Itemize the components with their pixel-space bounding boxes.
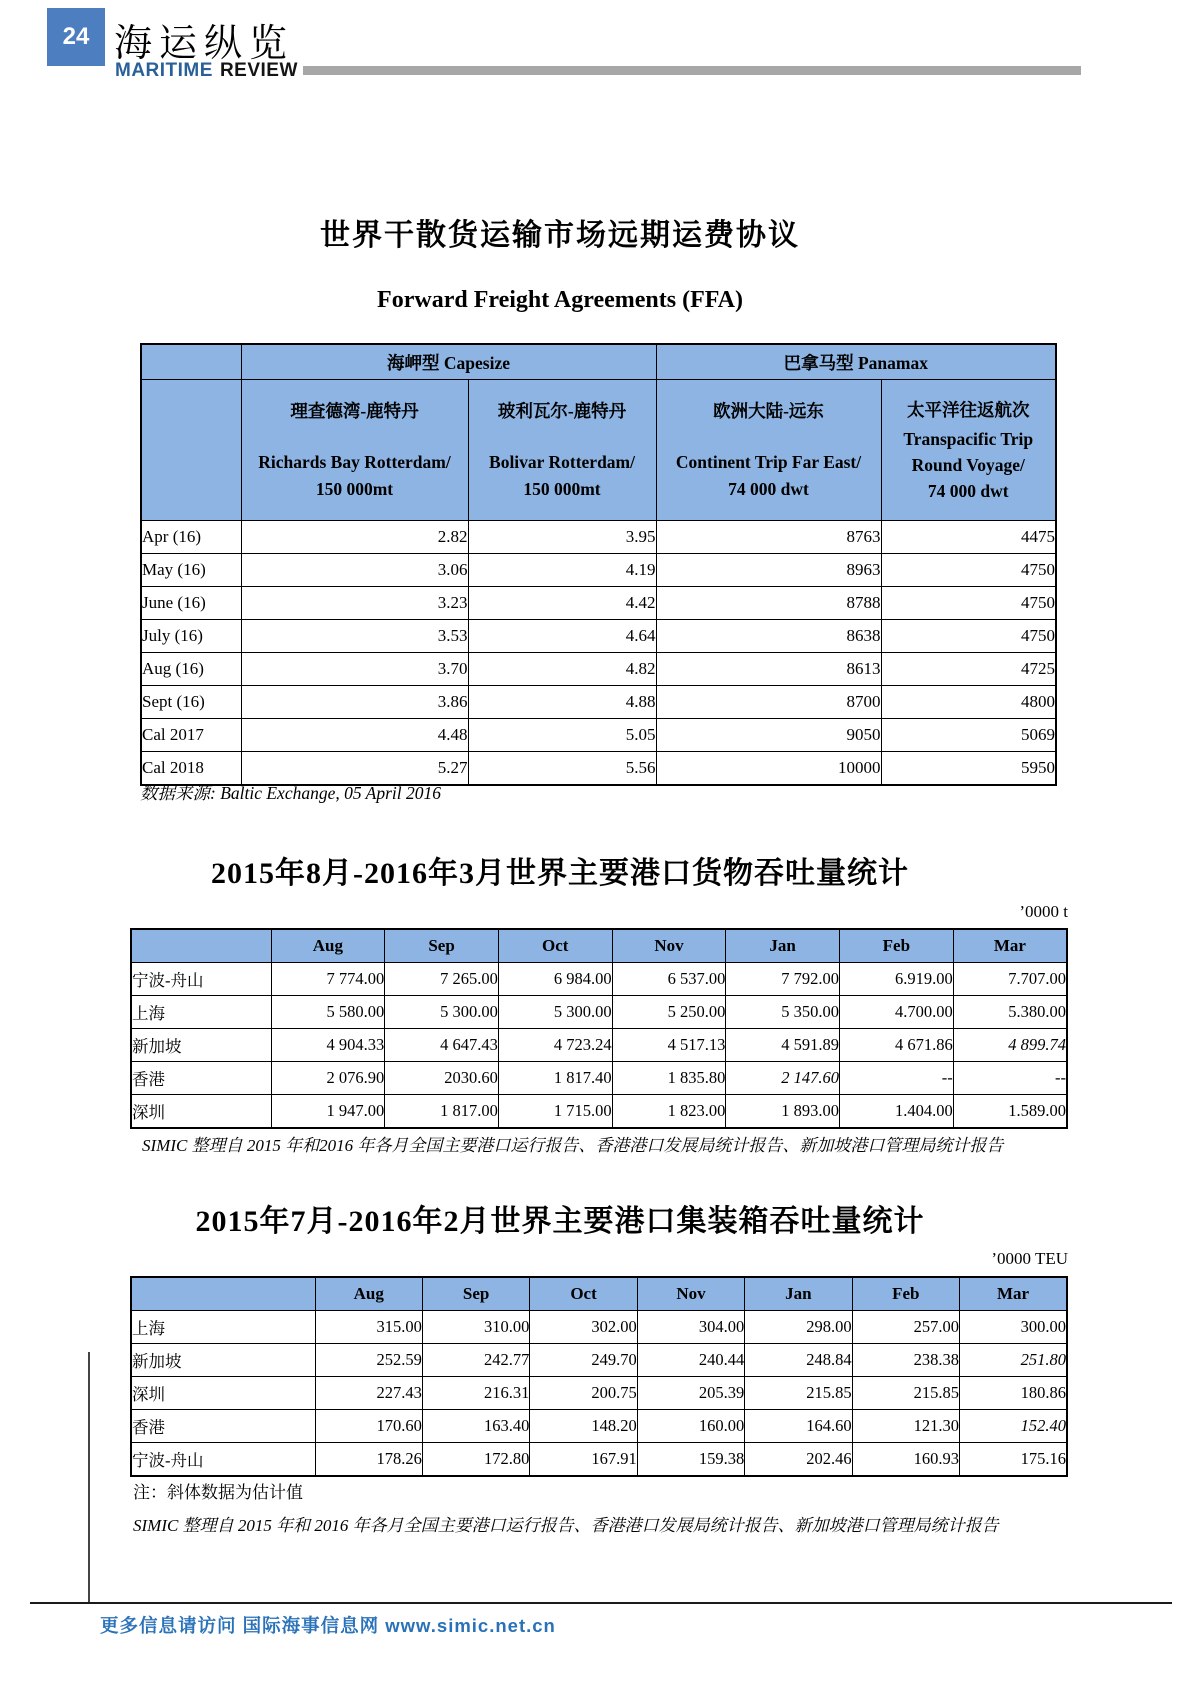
route-name-cn: 欧洲大陆-远东 <box>713 400 824 421</box>
row-label: 香港 <box>131 1410 315 1443</box>
ffa-route-bolivar <box>468 380 656 521</box>
table-row <box>141 521 1056 554</box>
cell-value: 2 147.60 <box>726 1062 840 1095</box>
row-label: 上海 <box>131 1311 315 1344</box>
table-row <box>131 1410 1067 1443</box>
masthead-divider-bar <box>303 66 1081 75</box>
cell-value: 4475 <box>881 521 1056 554</box>
cell-value: 7 265.00 <box>385 963 499 996</box>
table-row <box>141 719 1056 752</box>
cell-value: 5 580.00 <box>271 996 385 1029</box>
table-row <box>131 1443 1067 1477</box>
container-throughput-table <box>130 1276 1068 1477</box>
cell-value: 5 300.00 <box>385 996 499 1029</box>
row-label: 深圳 <box>131 1377 315 1410</box>
column-header: Feb <box>852 1277 959 1311</box>
cell-value: 8763 <box>656 521 881 554</box>
cell-value: 4 591.89 <box>726 1029 840 1062</box>
table-row <box>141 686 1056 719</box>
route-name-cn: 理查德湾-鹿特丹 <box>290 400 419 421</box>
cell-value: 5950 <box>881 752 1056 786</box>
column-header: Jan <box>745 1277 852 1311</box>
cell-value: 10000 <box>656 752 881 786</box>
footer-rule <box>30 1602 1172 1604</box>
cell-value: -- <box>840 1062 954 1095</box>
cell-value: 3.23 <box>241 587 468 620</box>
corner-cell <box>131 929 271 963</box>
left-margin-line <box>88 1352 90 1602</box>
ffa-table <box>140 343 1057 786</box>
header-line: 150 000mt <box>315 478 394 499</box>
ffa-corner-cell <box>141 344 241 380</box>
table-row <box>141 554 1056 587</box>
table-row <box>131 1062 1067 1095</box>
header-line: 74 000 dwt <box>728 478 809 499</box>
row-label: Cal 2018 <box>141 752 241 786</box>
cell-value: 5069 <box>881 719 1056 752</box>
italic-legend-note: 注：斜体数据为估计值 <box>133 1483 303 1502</box>
cell-value: 1 823.00 <box>612 1095 726 1129</box>
row-label: July (16) <box>141 620 241 653</box>
cell-value: 4.82 <box>468 653 656 686</box>
cell-value: 8700 <box>656 686 881 719</box>
cell-value: 4 517.13 <box>612 1029 726 1062</box>
column-header: Feb <box>840 929 954 963</box>
header-line: Round Voyage/ <box>911 454 1025 475</box>
cell-value: 200.75 <box>530 1377 637 1410</box>
ffa-section-title-en: Forward Freight Agreements (FFA) <box>377 287 743 313</box>
cell-value: 227.43 <box>315 1377 422 1410</box>
container-month-header-row <box>131 1277 1067 1311</box>
cell-value: 242.77 <box>422 1344 529 1377</box>
cell-value: 172.80 <box>422 1443 529 1477</box>
table-row <box>131 1095 1067 1129</box>
cell-value: 4 723.24 <box>498 1029 612 1062</box>
column-header: Sep <box>422 1277 529 1311</box>
column-header: Jan <box>726 929 840 963</box>
cell-value: 4 904.33 <box>271 1029 385 1062</box>
row-label: 深圳 <box>131 1095 271 1129</box>
row-label: Apr (16) <box>141 521 241 554</box>
cell-value: 170.60 <box>315 1410 422 1443</box>
cell-value: 159.38 <box>637 1443 744 1477</box>
cell-value: 164.60 <box>745 1410 852 1443</box>
column-header: Aug <box>315 1277 422 1311</box>
cell-value: 3.95 <box>468 521 656 554</box>
masthead-title-en-secondary: REVIEW <box>219 60 298 81</box>
cargo-unit-label: ’0000 t <box>1019 902 1068 921</box>
cell-value: 1 715.00 <box>498 1095 612 1129</box>
column-header: Nov <box>637 1277 744 1311</box>
table-row <box>131 996 1067 1029</box>
cell-value: 248.84 <box>745 1344 852 1377</box>
row-label: May (16) <box>141 554 241 587</box>
cell-value: 1 817.00 <box>385 1095 499 1129</box>
cell-value: 5.05 <box>468 719 656 752</box>
route-name-en <box>469 449 656 503</box>
cell-value: 4750 <box>881 620 1056 653</box>
cell-value: 1 835.80 <box>612 1062 726 1095</box>
cell-value: 2 076.90 <box>271 1062 385 1095</box>
cell-value: 160.93 <box>852 1443 959 1477</box>
cell-value: 5.56 <box>468 752 656 786</box>
cell-value: 215.85 <box>745 1377 852 1410</box>
cell-value: 5 250.00 <box>612 996 726 1029</box>
cell-value: 4.64 <box>468 620 656 653</box>
cell-value: 175.16 <box>960 1443 1067 1477</box>
cell-value: 4 671.86 <box>840 1029 954 1062</box>
cell-value: 2030.60 <box>385 1062 499 1095</box>
cell-value: 6.919.00 <box>840 963 954 996</box>
container-source-note: SIMIC 整理自 2015 年和 2016 年各月全国主要港口运行报告、香港港口发展局统计报告、新加坡港口管理局统计报告 <box>133 1516 999 1535</box>
cell-value: 4750 <box>881 554 1056 587</box>
cargo-table-body <box>131 963 1067 1129</box>
cell-value: 1.589.00 <box>953 1095 1067 1129</box>
cell-value: 4.19 <box>468 554 656 587</box>
cell-value: 4.88 <box>468 686 656 719</box>
ffa-table-body <box>141 521 1056 786</box>
page-number: 24 <box>62 23 90 50</box>
cell-value: 148.20 <box>530 1410 637 1443</box>
cell-value: 1 893.00 <box>726 1095 840 1129</box>
row-label: 上海 <box>131 996 271 1029</box>
cell-value: 5.27 <box>241 752 468 786</box>
masthead-title-en <box>115 60 298 82</box>
masthead-title-en-primary: MARITIME <box>115 60 213 81</box>
table-row <box>141 587 1056 620</box>
cell-value: 4.700.00 <box>840 996 954 1029</box>
cell-value: 5.380.00 <box>953 996 1067 1029</box>
ffa-route-continent-fareast <box>656 380 881 521</box>
header-line: 74 000 dwt <box>927 480 1009 501</box>
column-header: Aug <box>271 929 385 963</box>
cell-value: 163.40 <box>422 1410 529 1443</box>
column-header: Oct <box>498 929 612 963</box>
container-unit-label: ’0000 TEU <box>991 1249 1068 1268</box>
table-row <box>141 620 1056 653</box>
table-row <box>131 1344 1067 1377</box>
cell-value: 8613 <box>656 653 881 686</box>
route-name-cn: 玻利瓦尔-鹿特丹 <box>497 400 627 421</box>
cell-value: 310.00 <box>422 1311 529 1344</box>
cell-value: 304.00 <box>637 1311 744 1344</box>
cell-value: 7.707.00 <box>953 963 1067 996</box>
route-name-en <box>882 426 1056 504</box>
table-row <box>141 653 1056 686</box>
table-row <box>131 1311 1067 1344</box>
column-header: Sep <box>385 929 499 963</box>
cell-value: 3.86 <box>241 686 468 719</box>
masthead-title-cn: 海运纵览 <box>114 23 295 65</box>
cell-value: 180.86 <box>960 1377 1067 1410</box>
container-table-body <box>131 1311 1067 1477</box>
cell-value: 6 984.00 <box>498 963 612 996</box>
cell-value: 5 350.00 <box>726 996 840 1029</box>
cell-value: 167.91 <box>530 1443 637 1477</box>
route-name-en <box>657 449 881 503</box>
column-header: Mar <box>960 1277 1067 1311</box>
cell-value: 8638 <box>656 620 881 653</box>
route-name-en <box>242 449 468 503</box>
cell-value: 5 300.00 <box>498 996 612 1029</box>
cell-value: 238.38 <box>852 1344 959 1377</box>
route-name-cn: 太平洋往返航次 <box>907 399 1030 420</box>
ffa-group-header-row <box>141 344 1056 380</box>
ffa-data-source-note: 数据来源: Baltic Exchange, 05 April 2016 <box>140 783 442 803</box>
ffa-route-transpacific <box>881 380 1056 521</box>
cell-value: 121.30 <box>852 1410 959 1443</box>
cell-value: 1.404.00 <box>840 1095 954 1129</box>
cell-value: 215.85 <box>852 1377 959 1410</box>
cell-value: 7 774.00 <box>271 963 385 996</box>
ffa-subheader-row <box>141 380 1056 521</box>
cell-value: 240.44 <box>637 1344 744 1377</box>
row-label: 宁波-舟山 <box>131 1443 315 1477</box>
cell-value: 7 792.00 <box>726 963 840 996</box>
cell-value: 4750 <box>881 587 1056 620</box>
cell-value: 9050 <box>656 719 881 752</box>
header-line: Richards Bay Rotterdam/ <box>258 451 451 472</box>
header-line: Transpacific Trip <box>903 428 1034 449</box>
cell-value: 4 899.74 <box>953 1029 1067 1062</box>
cell-value: -- <box>953 1062 1067 1095</box>
ffa-group-capesize: 海岬型 Capesize <box>241 344 656 380</box>
cell-value: 302.00 <box>530 1311 637 1344</box>
cell-value: 178.26 <box>315 1443 422 1477</box>
cell-value: 4800 <box>881 686 1056 719</box>
cell-value: 6 537.00 <box>612 963 726 996</box>
cargo-source-note: SIMIC 整理自 2015 年和2016 年各月全国主要港口运行报告、香港港口发展局统计报告、新加坡港口管理局统计报告 <box>142 1136 1004 1155</box>
page-number-badge <box>47 8 105 66</box>
cell-value: 249.70 <box>530 1344 637 1377</box>
cargo-section-title: 2015年8月-2016年3月世界主要港口货物吞吐量统计 <box>211 857 909 890</box>
ffa-corner-cell <box>141 380 241 521</box>
row-label: 新加坡 <box>131 1029 271 1062</box>
cell-value: 4725 <box>881 653 1056 686</box>
cell-value: 4.48 <box>241 719 468 752</box>
row-label: 新加坡 <box>131 1344 315 1377</box>
cell-value: 202.46 <box>745 1443 852 1477</box>
cell-value: 8788 <box>656 587 881 620</box>
cell-value: 252.59 <box>315 1344 422 1377</box>
cell-value: 152.40 <box>960 1410 1067 1443</box>
table-row <box>131 1377 1067 1410</box>
cell-value: 8963 <box>656 554 881 587</box>
cell-value: 160.00 <box>637 1410 744 1443</box>
row-label: 宁波-舟山 <box>131 963 271 996</box>
cell-value: 257.00 <box>852 1311 959 1344</box>
cell-value: 3.70 <box>241 653 468 686</box>
header-line: 150 000mt <box>523 478 601 499</box>
row-label: 香港 <box>131 1062 271 1095</box>
cell-value: 300.00 <box>960 1311 1067 1344</box>
row-label: Cal 2017 <box>141 719 241 752</box>
column-header: Mar <box>953 929 1067 963</box>
column-header: Oct <box>530 1277 637 1311</box>
cell-value: 4.42 <box>468 587 656 620</box>
cell-value: 2.82 <box>241 521 468 554</box>
cell-value: 315.00 <box>315 1311 422 1344</box>
cell-value: 216.31 <box>422 1377 529 1410</box>
cargo-throughput-table <box>130 928 1068 1129</box>
cell-value: 3.06 <box>241 554 468 587</box>
header-line: Bolivar Rotterdam/ <box>489 451 635 472</box>
cell-value: 298.00 <box>745 1311 852 1344</box>
row-label: June (16) <box>141 587 241 620</box>
table-row <box>131 1029 1067 1062</box>
cargo-month-header-row <box>131 929 1067 963</box>
cell-value: 3.53 <box>241 620 468 653</box>
row-label: Sept (16) <box>141 686 241 719</box>
footer-website-text: 更多信息请访问 国际海事信息网 www.simic.net.cn <box>100 1615 556 1636</box>
cell-value: 205.39 <box>637 1377 744 1410</box>
cell-value: 1 817.40 <box>498 1062 612 1095</box>
cell-value: 4 647.43 <box>385 1029 499 1062</box>
row-label: Aug (16) <box>141 653 241 686</box>
container-section-title: 2015年7月-2016年2月世界主要港口集装箱吞吐量统计 <box>195 1205 925 1238</box>
corner-cell <box>131 1277 315 1311</box>
cell-value: 1 947.00 <box>271 1095 385 1129</box>
table-row <box>131 963 1067 996</box>
column-header: Nov <box>612 929 726 963</box>
ffa-group-panamax: 巴拿马型 Panamax <box>656 344 1056 380</box>
header-line: Continent Trip Far East/ <box>675 451 862 472</box>
ffa-section-title-cn: 世界干散货运输市场远期运费协议 <box>320 219 800 252</box>
ffa-route-richards-bay <box>241 380 468 521</box>
cell-value: 251.80 <box>960 1344 1067 1377</box>
